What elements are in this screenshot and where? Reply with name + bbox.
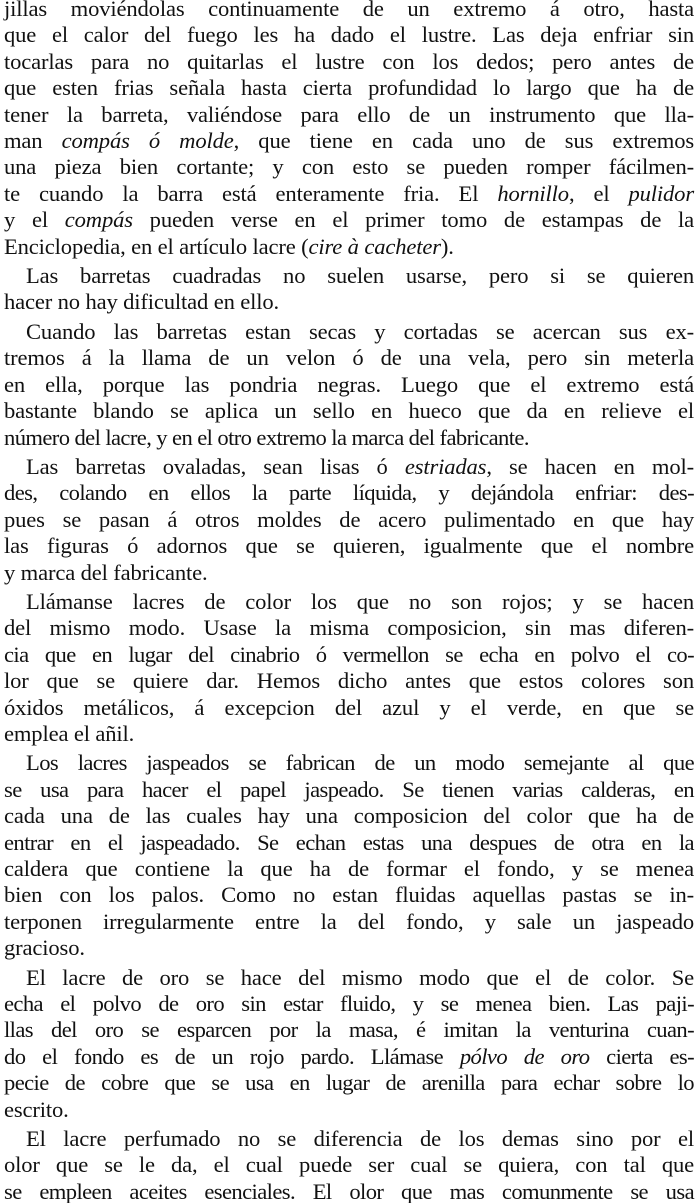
text-line: tremos á la llama de un velon ó de una vela, pero sin meterla bbox=[4, 345, 694, 371]
text-line: echa el polvo de oro sin estar fluido, y se menea bien. Las paji- bbox=[4, 991, 694, 1017]
text-line: y el compás pueden verse en el primer tomo de estampas de la bbox=[4, 207, 694, 233]
text-line: caldera que contiene la que ha de formar el fondo, y se menea bbox=[4, 856, 694, 881]
text-line: te cuando la barra está enteramente fria. El hornillo, el pulidor bbox=[4, 180, 694, 206]
text-line: óxidos metálicos, á excepcion del azul y el verde, en que se bbox=[4, 694, 694, 720]
text-line: Los lacres jaspeados se fabrican de un modo semejante al que bbox=[26, 750, 694, 776]
paragraph-7 bbox=[4, 965, 694, 1123]
text-line: las figuras ó adornos que se quieren, igualmente que el nombre bbox=[4, 533, 694, 559]
text-line: Llámanse lacres de color los que no son rojos; y se hacen bbox=[26, 588, 694, 614]
text-line: lor que se quiere dar. Hemos dicho antes que estos colores son bbox=[4, 668, 694, 694]
paragraph-2 bbox=[4, 263, 694, 316]
text-line: entrar en el jaspeadado. Se echan estas una despues de otra en la bbox=[4, 829, 694, 855]
text-line: jillas moviéndolas continuamente de un extremo á otro, hasta bbox=[4, 0, 694, 21]
text-line: emplea el añil. bbox=[4, 720, 135, 746]
paragraph-5 bbox=[4, 589, 694, 747]
text-line: bien con los palos. Como no estan fluidas aquellas pastas se in- bbox=[4, 882, 694, 908]
text-line: Las barretas cuadradas no suelen usarse, pero si se quieren bbox=[26, 263, 694, 289]
text-line: tocarlas para no quitarlas el lustre con los dedos; pero antes de bbox=[4, 48, 694, 74]
paragraph-6 bbox=[4, 750, 694, 961]
text-line: bastante blando se aplica un sello en hueco que da en relieve el bbox=[4, 398, 694, 424]
text-line: escrito. bbox=[4, 1096, 69, 1122]
paragraph-3 bbox=[4, 319, 694, 451]
text-line: do el fondo es de un rojo pardo. Llámase pólvo de oro cierta es- bbox=[4, 1043, 694, 1069]
text-line: número del lacre, y en el otro extremo la marca del fabricante. bbox=[4, 424, 529, 450]
text-line: Enciclopedia, en el artículo lacre (cire à cacheter). bbox=[4, 233, 454, 259]
paragraph-1 bbox=[4, 0, 694, 260]
text-line: una pieza bien cortante; y con esto se pueden romper fácilmen- bbox=[4, 154, 694, 180]
text-line: y marca del fabricante. bbox=[4, 559, 208, 585]
text-line: cia que en lugar del cinabrio ó vermellon se echa en polvo el co- bbox=[4, 641, 694, 667]
text-line: El lacre perfumado no se diferencia de los demas sino por el bbox=[26, 1126, 694, 1152]
text-line: llas del oro se esparcen por la masa, é imitan la venturina cuan- bbox=[4, 1017, 694, 1043]
text-line: Cuando las barretas estan secas y cortadas se acercan sus ex- bbox=[26, 318, 694, 344]
text-line: se usa para hacer el papel jaspeado. Se tienen varias calderas, en bbox=[4, 776, 694, 802]
text-line: terponen irregularmente entre la del fondo, y sale un jaspeado bbox=[4, 908, 694, 934]
text-line: que el calor del fuego les ha dado el lustre. Las deja enfriar sin bbox=[4, 22, 694, 48]
text-line: que esten frias señala hasta cierta profundidad lo largo que ha de bbox=[4, 75, 694, 101]
text-line: del mismo modo. Usase la misma composicion, sin mas diferen- bbox=[4, 615, 694, 641]
text-line: des, colando en ellos la parte líquida, y dejándola enfriar: des- bbox=[4, 480, 694, 506]
text-line: Las barretas ovaladas, sean lisas ó estriadas, se hacen en mol- bbox=[26, 453, 694, 479]
text-line: se empleen aceites esenciales. El olor que mas comunmente se usa bbox=[4, 1178, 694, 1203]
text-line: hacer no hay dificultad en ello. bbox=[4, 289, 279, 315]
paragraph-8 bbox=[4, 1126, 694, 1203]
paragraph-4 bbox=[4, 454, 694, 586]
text-line: pues se pasan á otros moldes de acero pulimentado en que hay bbox=[4, 506, 694, 532]
text-line: man compás ó molde, que tiene en cada uno de sus extremos bbox=[4, 128, 694, 154]
text-line: pecie de cobre que se usa en lugar de arenilla para echar sobre lo bbox=[4, 1070, 694, 1096]
text-line: El lacre de oro se hace del mismo modo que el de color. Se bbox=[26, 964, 694, 990]
text-line: cada una de las cuales hay una composicion del color que ha de bbox=[4, 803, 694, 829]
text-line: en ella, porque las pondria negras. Luego que el extremo está bbox=[4, 371, 694, 397]
text-line: gracioso. bbox=[4, 935, 85, 961]
text-line: olor que se le da, el cual puede ser cual se quiera, con tal que bbox=[4, 1152, 694, 1178]
text-line: tener la barreta, valiéndose para ello de un instrumento que lla- bbox=[4, 101, 694, 127]
